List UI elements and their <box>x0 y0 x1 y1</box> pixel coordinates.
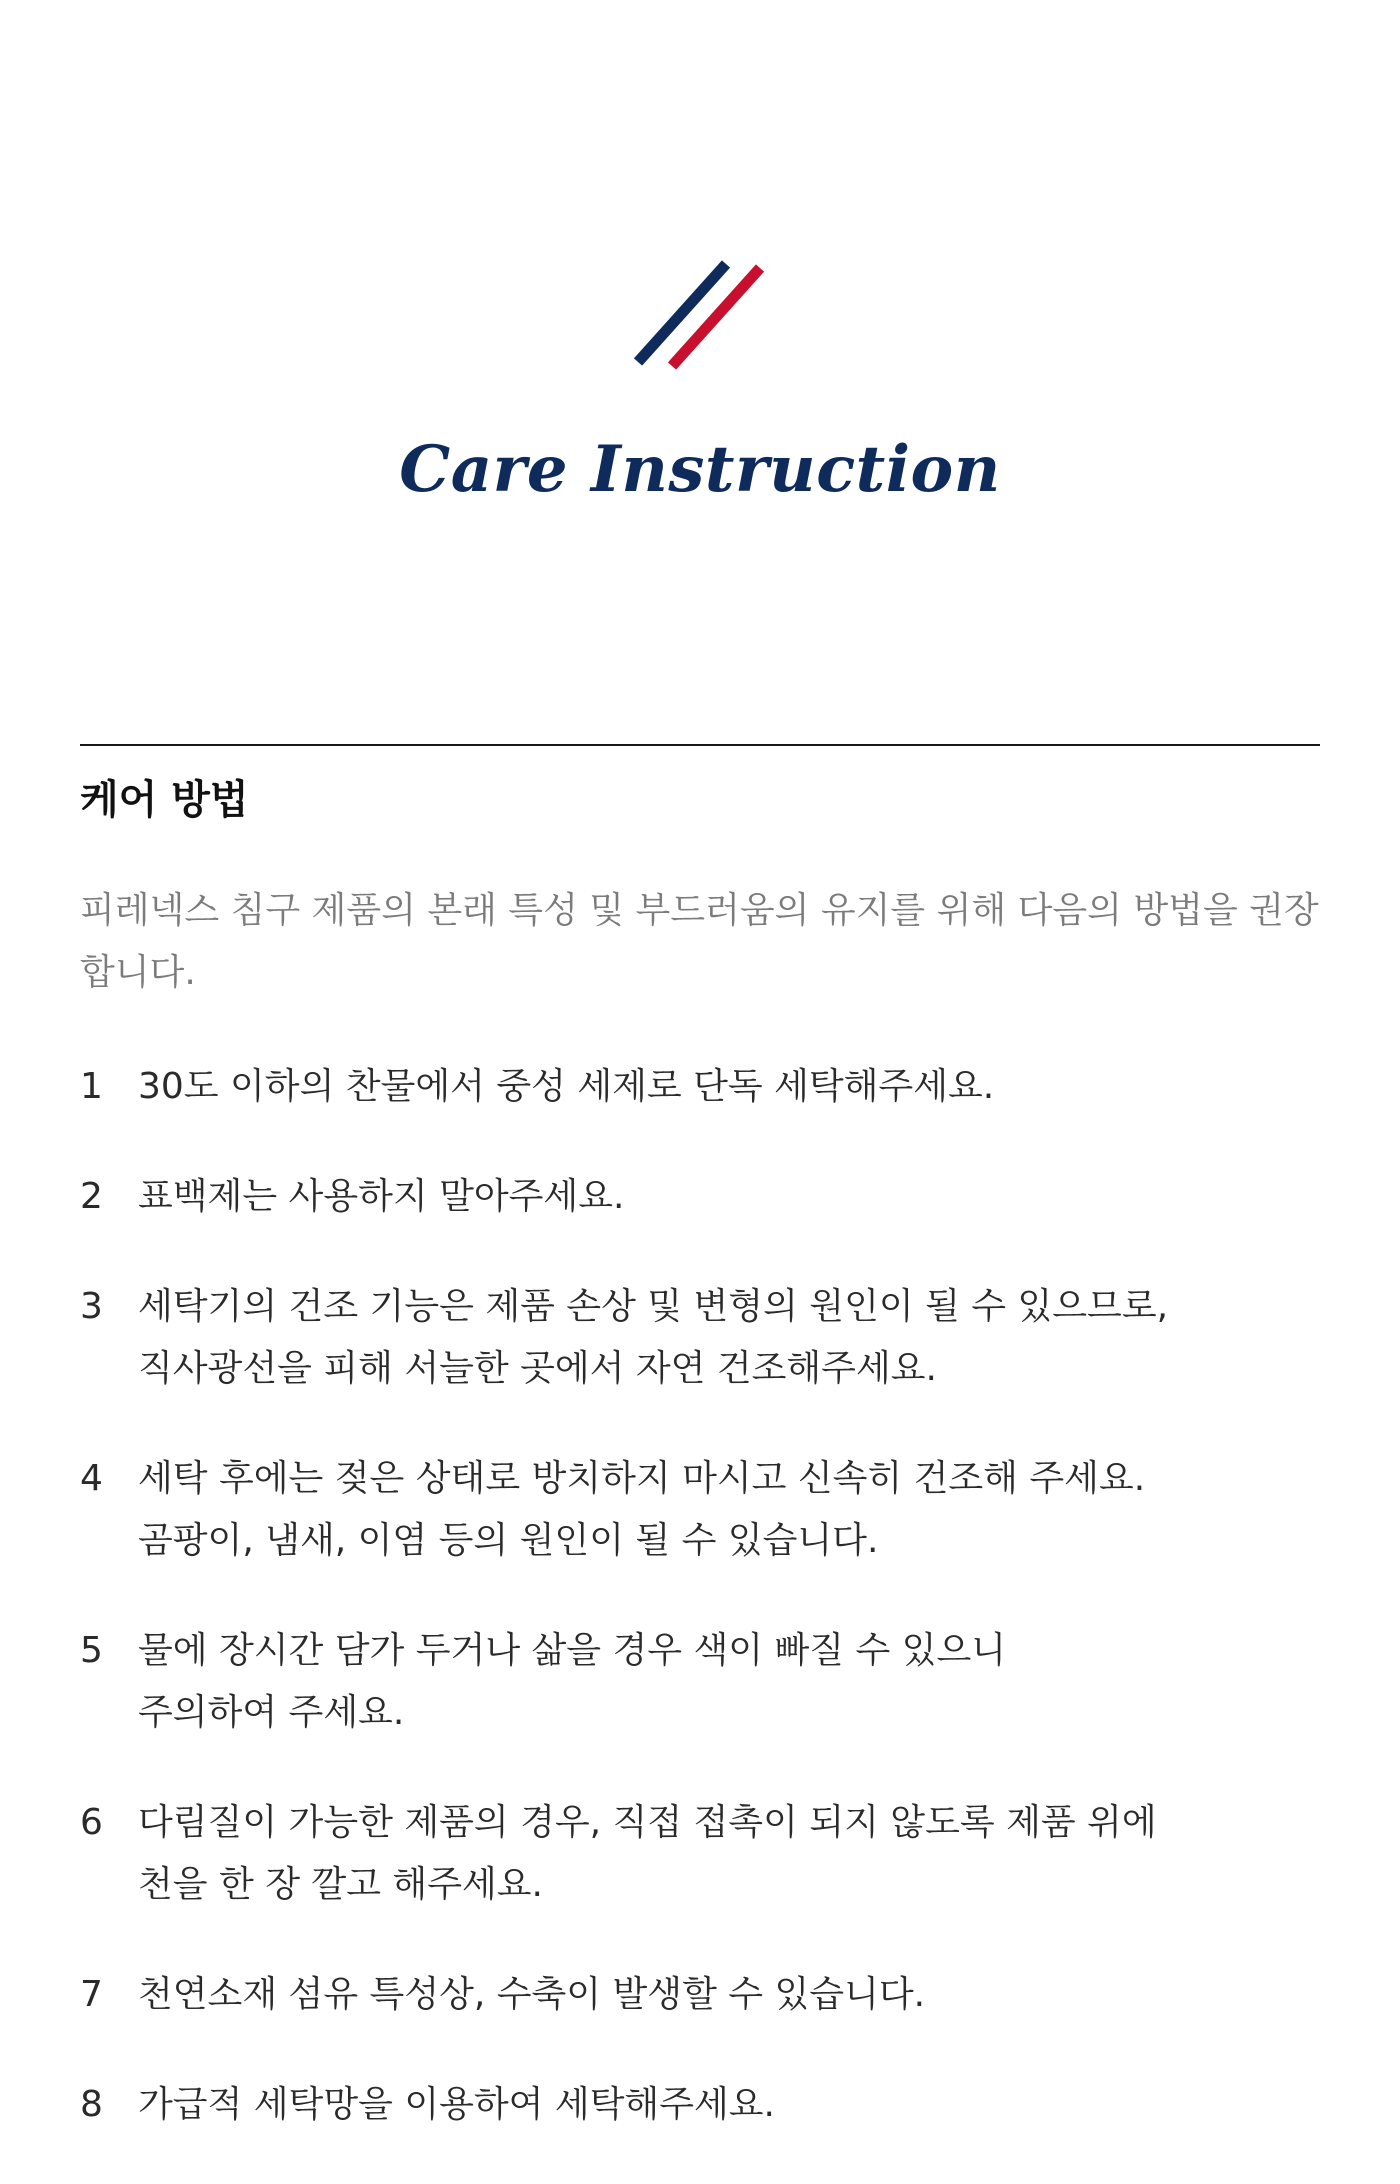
care-step <box>80 1276 1330 1400</box>
step-number: 4 <box>80 1458 103 1499</box>
step-number: 2 <box>80 1176 103 1217</box>
step-text <box>138 1964 1330 2026</box>
step-text <box>138 1166 1330 1228</box>
step-number: 6 <box>80 1802 103 1843</box>
page-title: Care Instruction <box>399 432 1001 507</box>
step-number: 7 <box>80 1974 103 2015</box>
step-text <box>138 1276 1330 1400</box>
step-number: 3 <box>80 1286 103 1327</box>
care-step <box>80 1620 1330 1744</box>
step-text-line: 주의하여 주세요. <box>138 1692 405 1733</box>
care-steps-list <box>80 1056 1330 2184</box>
step-text <box>138 1056 1330 1118</box>
care-step <box>80 1166 1330 1228</box>
step-text-line: 표백제는 사용하지 말아주세요. <box>138 1176 625 1217</box>
step-text-line: 가급적 세탁망을 이용하여 세탁해주세요. <box>138 2084 775 2125</box>
brand-logo-icon <box>630 258 770 372</box>
step-text-line: 직사광선을 피해 서늘한 곳에서 자연 건조해주세요. <box>138 1348 937 1389</box>
care-step <box>80 2074 1330 2136</box>
step-text <box>138 1620 1330 1744</box>
care-step <box>80 1964 1330 2026</box>
step-text-line: 물에 장시간 담가 두거나 삶을 경우 색이 빠질 수 있으니 <box>138 1630 1007 1671</box>
section-title: 케어 방법 <box>80 777 249 823</box>
care-step <box>80 1448 1330 1572</box>
step-text-line: 곰팡이, 냄새, 이염 등의 원인이 될 수 있습니다. <box>138 1520 879 1561</box>
step-text-line: 천연소재 섬유 특성상, 수축이 발생할 수 있습니다. <box>138 1974 926 2015</box>
step-number: 5 <box>80 1630 103 1671</box>
step-text-line: 세탁 후에는 젖은 상태로 방치하지 마시고 신속히 건조해 주세요. <box>138 1458 1146 1499</box>
step-text-line: 30도 이하의 찬물에서 중성 세제로 단독 세탁해주세요. <box>138 1066 995 1107</box>
step-number: 8 <box>80 2084 103 2125</box>
step-text-line: 천을 한 장 깔고 해주세요. <box>138 1864 543 1905</box>
care-step <box>80 1056 1330 1118</box>
step-text <box>138 1792 1330 1916</box>
step-number: 1 <box>80 1066 103 1107</box>
care-step <box>80 1792 1330 1916</box>
step-text-line: 다림질이 가능한 제품의 경우, 직접 접촉이 되지 않도록 제품 위에 <box>138 1802 1157 1843</box>
intro-text: 피레넥스 침구 제품의 본래 특성 및 부드러움의 유지를 위해 다음의 방법을 권장합니다. <box>80 890 1319 993</box>
step-text-line: 세탁기의 건조 기능은 제품 손상 및 변형의 원인이 될 수 있으므로, <box>138 1286 1169 1327</box>
section-divider <box>80 744 1320 746</box>
step-text <box>138 2074 1330 2136</box>
step-text <box>138 1448 1330 1572</box>
